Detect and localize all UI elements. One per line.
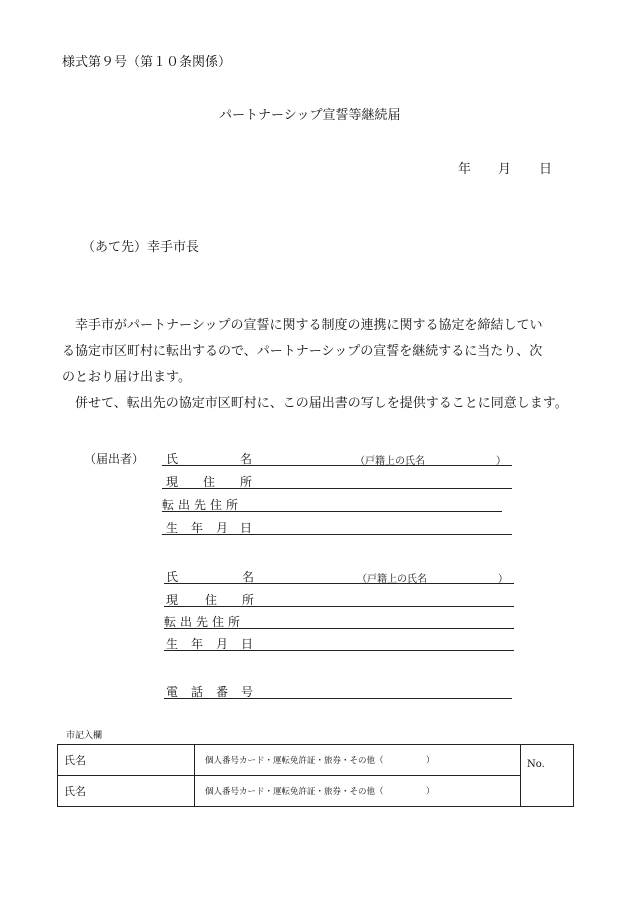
name-field-line[interactable] <box>162 465 512 466</box>
name-cell: 氏名 <box>58 745 195 776</box>
family-register-label: （戸籍上の氏名 <box>357 574 427 585</box>
form-title: パートナーシップ宣誓等継続届 <box>219 108 401 123</box>
new-address-label: 転出先住所 <box>164 615 245 629</box>
new-address-field-line[interactable] <box>162 511 502 512</box>
phone-char: 号 <box>241 685 254 699</box>
name-char: 名 <box>240 452 253 466</box>
birth-char: 日 <box>240 521 253 535</box>
office-use-table <box>57 744 574 807</box>
phone-char: 電 <box>166 685 179 699</box>
birth-char: 生 <box>166 521 179 535</box>
declaration-text <box>62 313 574 417</box>
applicant-label: （届出者） <box>84 452 145 466</box>
id-type-cell[interactable]: 個人番号カード・運転免許証・旅券・その他（ ） <box>195 745 521 776</box>
birthdate-field-line[interactable] <box>162 534 512 535</box>
address-char: 所 <box>242 593 255 607</box>
addressee: （あて先）幸手市長 <box>82 240 200 255</box>
table-row <box>58 776 574 807</box>
id-type-cell[interactable]: 個人番号カード・運転免許証・旅券・その他（ ） <box>195 776 521 807</box>
birth-char: 日 <box>241 637 254 651</box>
address-char: 住 <box>205 593 218 607</box>
name-field-line[interactable] <box>164 583 514 584</box>
new-address-field-line[interactable] <box>164 628 514 629</box>
address-char: 現 <box>166 593 179 607</box>
declaration-line: のとおり届け出ます。 <box>62 370 191 385</box>
date-month: 月 <box>498 162 512 177</box>
birth-char: 月 <box>216 521 229 535</box>
name-cell: 氏名 <box>58 776 195 807</box>
close-paren: ） <box>498 574 508 585</box>
name-char: 氏 <box>166 570 179 584</box>
declaration-line: る協定市区町村に転出するので、パートナーシップの宣誓を継続するに当たり、次 <box>62 344 543 359</box>
birth-char: 生 <box>166 637 179 651</box>
number-cell[interactable]: No. <box>521 745 574 807</box>
address-field-line[interactable] <box>164 606 514 607</box>
address-field-line[interactable] <box>162 488 512 489</box>
declaration-line: 併せて、転出先の協定市区町村に、この届出書の写しを提供することに同意します。 <box>62 396 568 411</box>
family-register-label: （戸籍上の氏名 <box>355 456 425 467</box>
name-char: 名 <box>242 570 255 584</box>
phone-char: 番 <box>216 685 229 699</box>
address-char: 住 <box>203 475 216 489</box>
office-section-label: 市記入欄 <box>66 731 103 741</box>
table-row <box>58 745 574 776</box>
address-char: 現 <box>166 475 179 489</box>
birth-char: 年 <box>191 521 204 535</box>
new-address-label: 転出先住所 <box>162 498 243 512</box>
close-paren: ） <box>496 456 506 467</box>
birth-char: 月 <box>216 637 229 651</box>
birth-char: 年 <box>191 637 204 651</box>
name-char: 氏 <box>166 452 179 466</box>
phone-field-line[interactable] <box>164 698 512 699</box>
address-char: 所 <box>240 475 253 489</box>
declaration-line: 幸手市がパートナーシップの宣誓に関する制度の連携に関する協定を締結してい <box>62 318 543 333</box>
form-number: 様式第９号（第１０条関係） <box>62 55 232 70</box>
date-day: 日 <box>539 162 553 177</box>
phone-char: 話 <box>191 685 204 699</box>
date-year: 年 <box>458 162 472 177</box>
birthdate-field-line[interactable] <box>164 650 514 651</box>
